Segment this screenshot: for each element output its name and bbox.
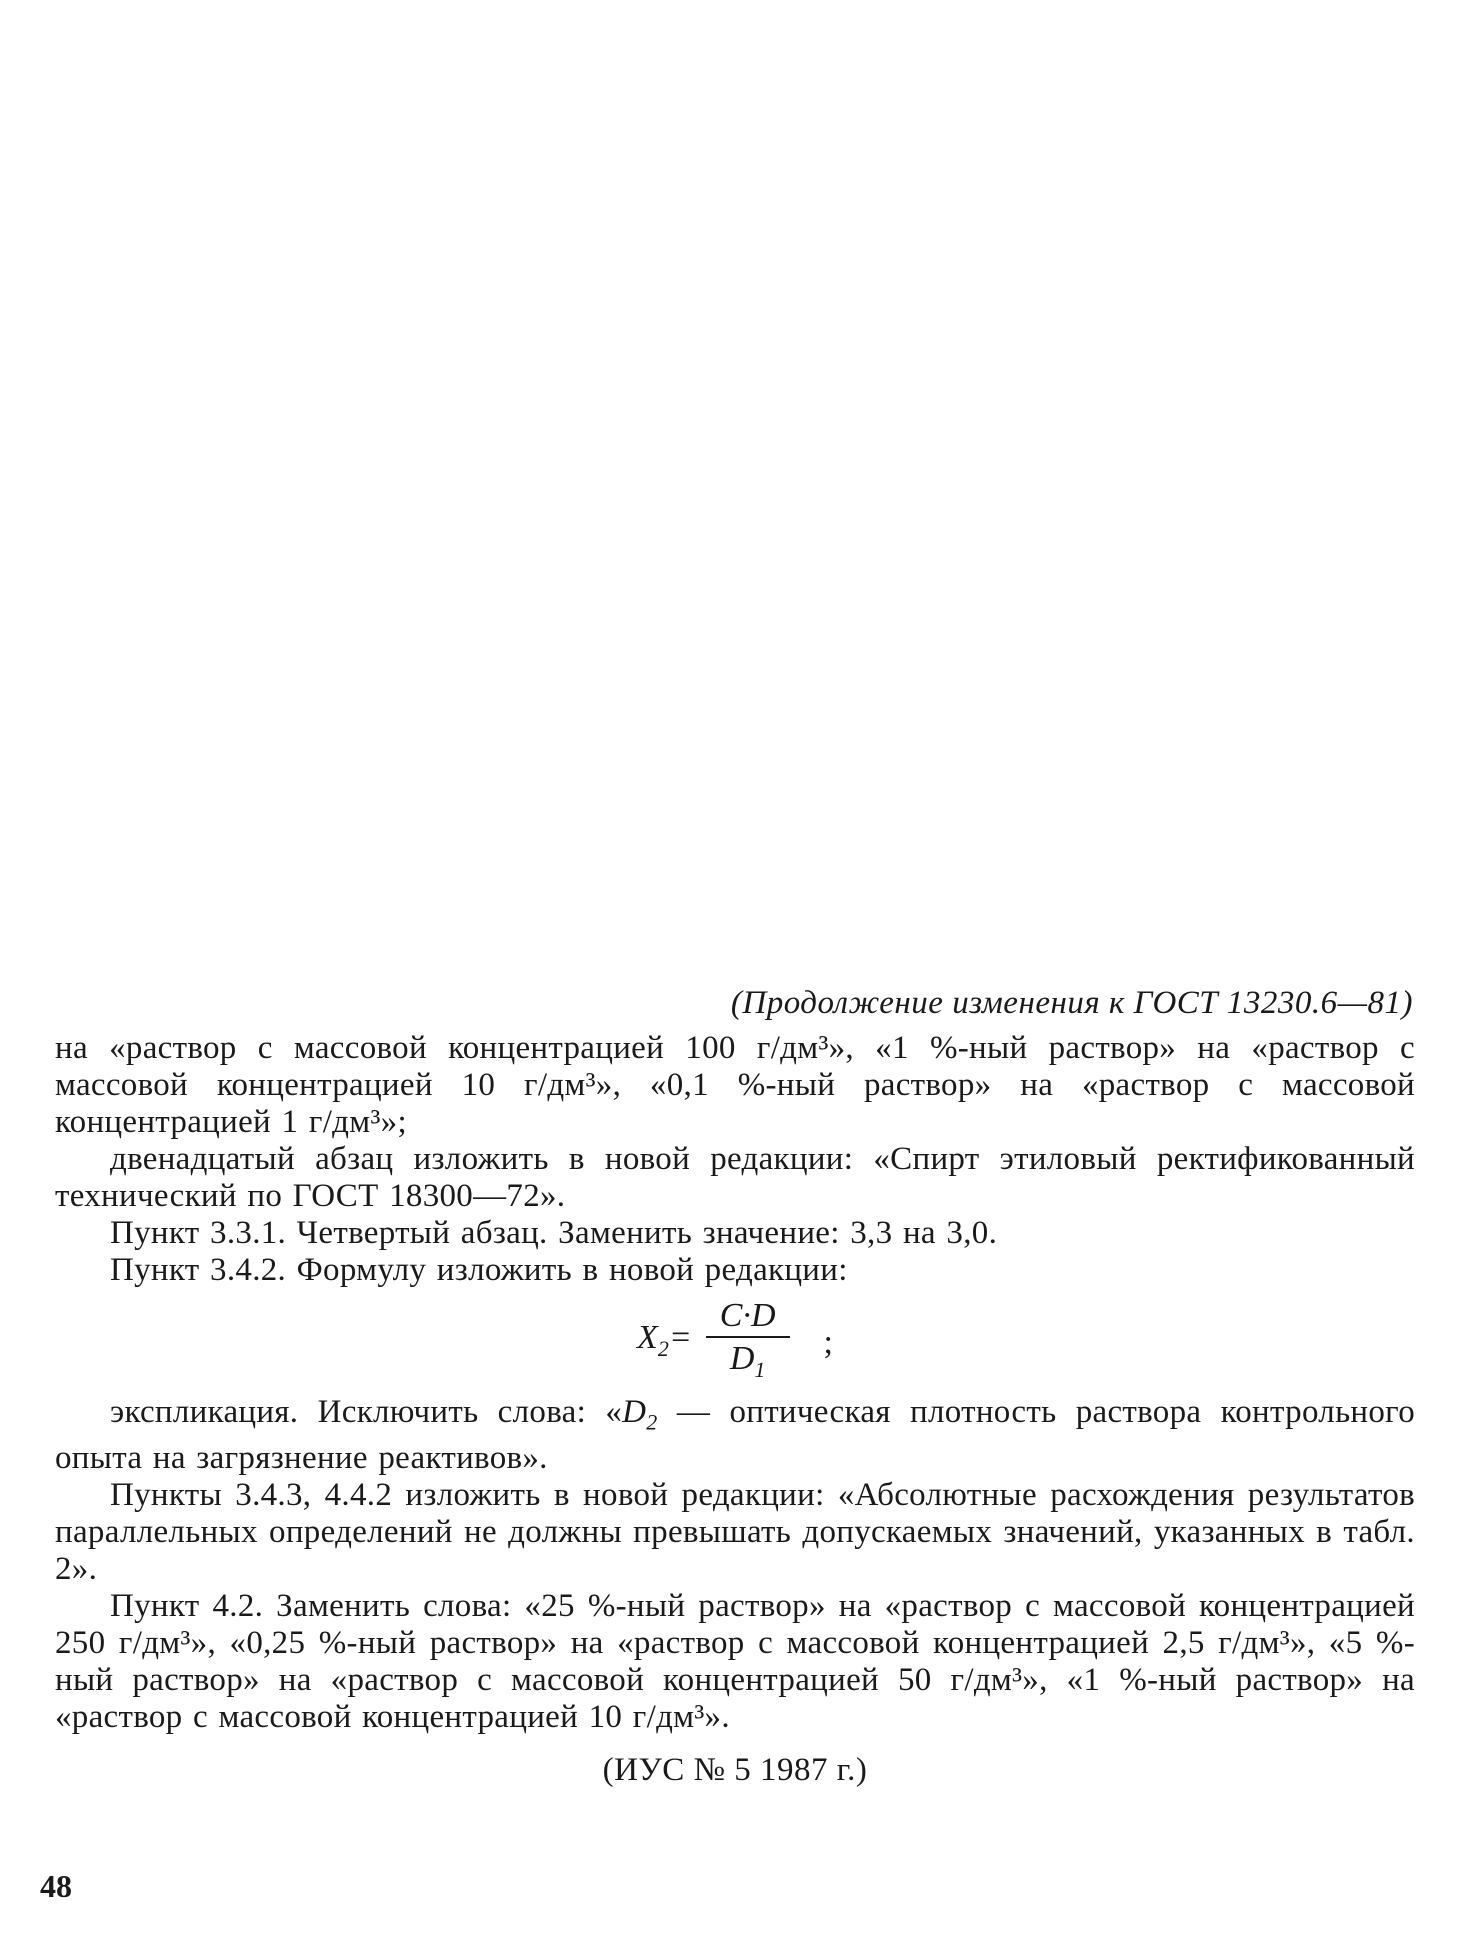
paragraph-4: Пункт 3.4.2. Формулу изложить в новой редакции: <box>110 1252 848 1288</box>
paragraph-7: Пункт 4.2. Заменить слова: «25 %-ный раствор» на «раствор с массовой концентрацией 250 г/дм³», «0,25 %-ный раствор» на «раствор с массовой концентрацией 2,5 г/дм³», «5 %-ный раствор» на «раствор с массовой концентрацией 50 г/дм³», «1 %-ный раствор» на «раствор с массовой концентрацией 10 г/дм³». <box>55 1588 1415 1736</box>
page-number: 48 <box>40 1868 72 1904</box>
source-note: (ИУС № 5 1987 г.) <box>602 1752 868 1789</box>
formula-numerator: C·D <box>706 1297 790 1338</box>
formula-terminator: ; <box>823 1323 833 1361</box>
formula <box>55 1297 1415 1388</box>
continuation-header: (Продолжение изменения к ГОСТ 13230.6—81) <box>730 985 1413 1021</box>
formula-denominator: $D_1$ <box>729 1340 766 1382</box>
formula-lhs: $X_2=$ <box>637 1318 692 1361</box>
paragraph-2: двенадцатый абзац изложить в новой редакции: «Спирт этиловый ректификованный технический по ГОСТ 18300—72». <box>55 1141 1415 1214</box>
paragraph-3: Пункт 3.3.1. Четвертый абзац. Заменить значение: 3,3 на 3,0. <box>110 1215 998 1251</box>
formula-fraction <box>706 1297 790 1388</box>
document-body <box>55 985 1415 1789</box>
paragraph-1: на «раствор с массовой концентрацией 100 г/дм³», «1 %-ный раствор» на «раствор с массовой концентрацией 10 г/дм³», «0,1 %-ный раствор» на «раствор с массовой концентрацией 1 г/дм³»; <box>55 1030 1415 1140</box>
paragraph-6: Пункты 3.4.3, 4.4.2 изложить в новой редакции: «Абсолютные расхождения результатов параллельных определений не должны превышать допускаемых значений, указанных в табл. 2». <box>55 1477 1415 1588</box>
paragraph-explication: экспликация. Исключить слова: «$D_2$ — оптическая плотность раствора контрольного опыта на загрязнение реактивов». <box>55 1393 1415 1477</box>
